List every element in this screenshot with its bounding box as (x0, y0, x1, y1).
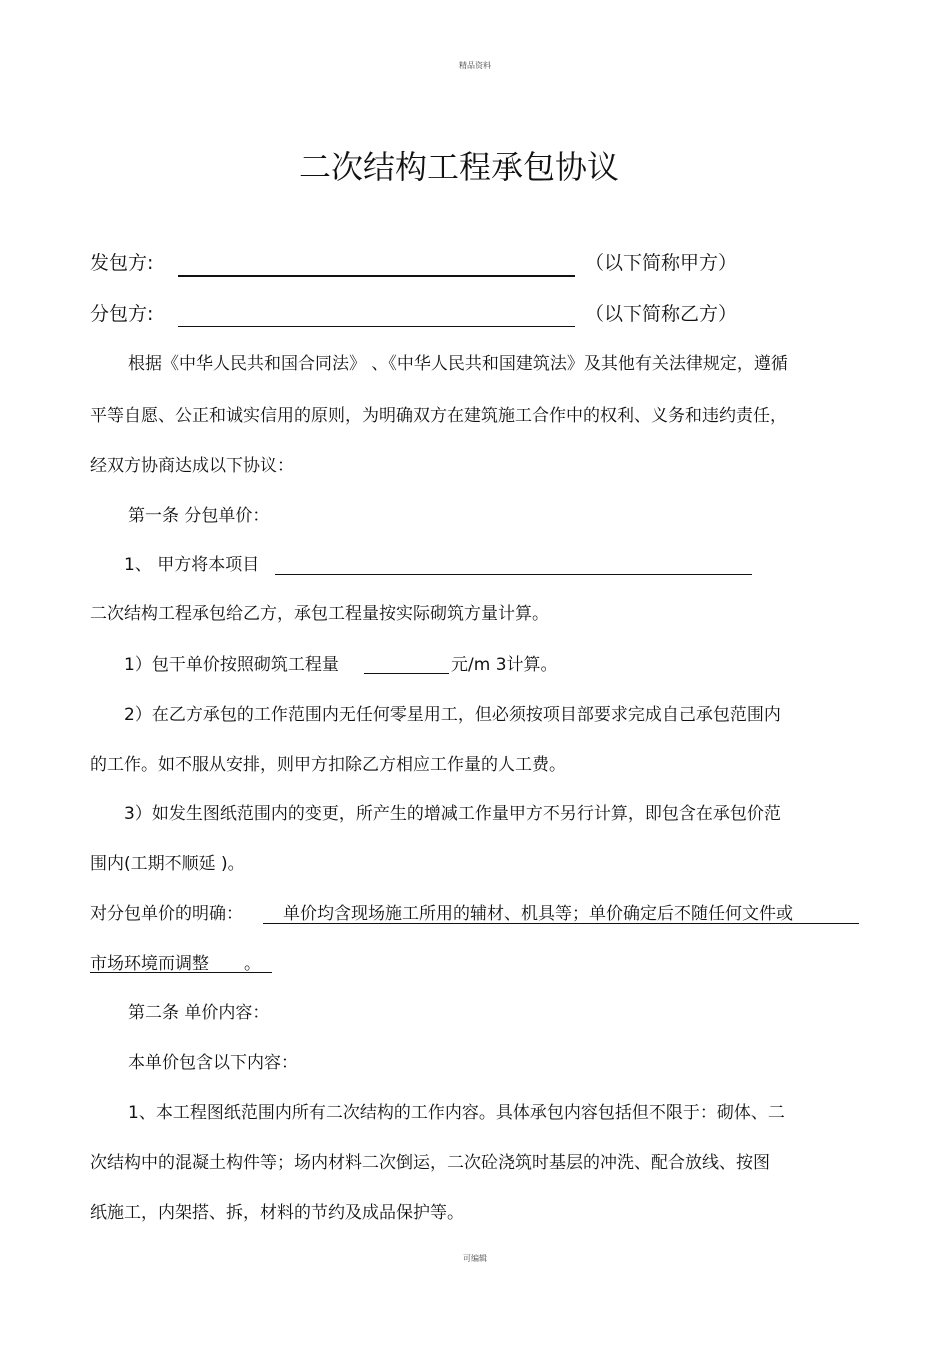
party-a-blank[interactable] (178, 275, 575, 277)
article-1-heading: 第一条 分包单价： (128, 506, 270, 526)
clarify-end: 。 (244, 954, 261, 974)
document-title: 二次结构工程承包协议 (298, 148, 619, 186)
article-2-intro: 本单价包含以下内容： (128, 1053, 298, 1073)
unit-price-suffix: 元/m 3计算。 (451, 655, 558, 675)
article-2-heading: 第二条 单价内容： (128, 1003, 270, 1023)
clause-2-line-2: 的工作。如不服从安排，则甲方扣除乙方相应工作量的人工费。 (90, 755, 566, 775)
preamble-line-2: 平等自愿、公正和诚实信用的原则，为明确双方在建筑施工合作中的权利、义务和违约责任， (90, 406, 787, 426)
article-2-item-1-line-2: 次结构中的混凝土构件等；场内材料二次倒运，二次砼浇筑时基层的冲洗、配合放线、按图 (90, 1153, 770, 1173)
unit-price-clause: 1）包干单价按照砌筑工程量 (124, 655, 339, 675)
header-note: 精品资料 (459, 61, 491, 70)
clarify-label: 对分包单价的明确： (90, 904, 243, 924)
party-b-label: 分包方: (90, 303, 154, 325)
clause-3-line-1: 3）如发生图纸范围内的变更，所产生的增减工作量甲方不另行计算，即包含在承包价范 (124, 804, 781, 824)
article-2-item-1-line-3: 纸施工，内架搭、拆，材料的节约及成品保护等。 (90, 1203, 464, 1223)
party-b-suffix: （以下简称乙方） (585, 303, 738, 325)
party-b-blank[interactable] (178, 326, 575, 327)
preamble-line-1: 根据《中华人民共和国合同法》 、《中华人民共和国建筑法》及其他有关法律规定，遵循 (128, 354, 788, 374)
clause-3-line-2: 围内(工期不顺延 )。 (90, 854, 245, 874)
unit-price-blank[interactable] (364, 673, 449, 674)
project-name-blank[interactable] (275, 574, 752, 575)
preamble-line-3: 经双方协商达成以下协议： (90, 456, 294, 476)
clarify-underline-1 (263, 923, 859, 924)
footer-note: 可编辑 (463, 1254, 487, 1263)
party-a-label: 发包方: (90, 252, 154, 274)
clause-2-line-1: 2）在乙方承包的工作范围内无任何零星用工，但必须按项目部要求完成自己承包范围内 (124, 705, 781, 725)
clarify-underline-2 (90, 972, 272, 973)
clarify-value-2: 市场环境而调整 (90, 954, 209, 974)
party-a-suffix: （以下简称甲方） (585, 252, 738, 274)
article-1-item-1: 1、 甲方将本项目 (124, 555, 260, 575)
clarify-value: 单价均含现场施工所用的辅材、机具等；单价确定后不随任何文件或 (283, 904, 793, 924)
article-2-item-1-line-1: 1、本工程图纸范围内所有二次结构的工作内容。具体承包内容包括但不限于：砌体、二 (128, 1103, 785, 1123)
article-1-item-1-cont: 二次结构工程承包给乙方，承包工程量按实际砌筑方量计算。 (90, 604, 549, 624)
